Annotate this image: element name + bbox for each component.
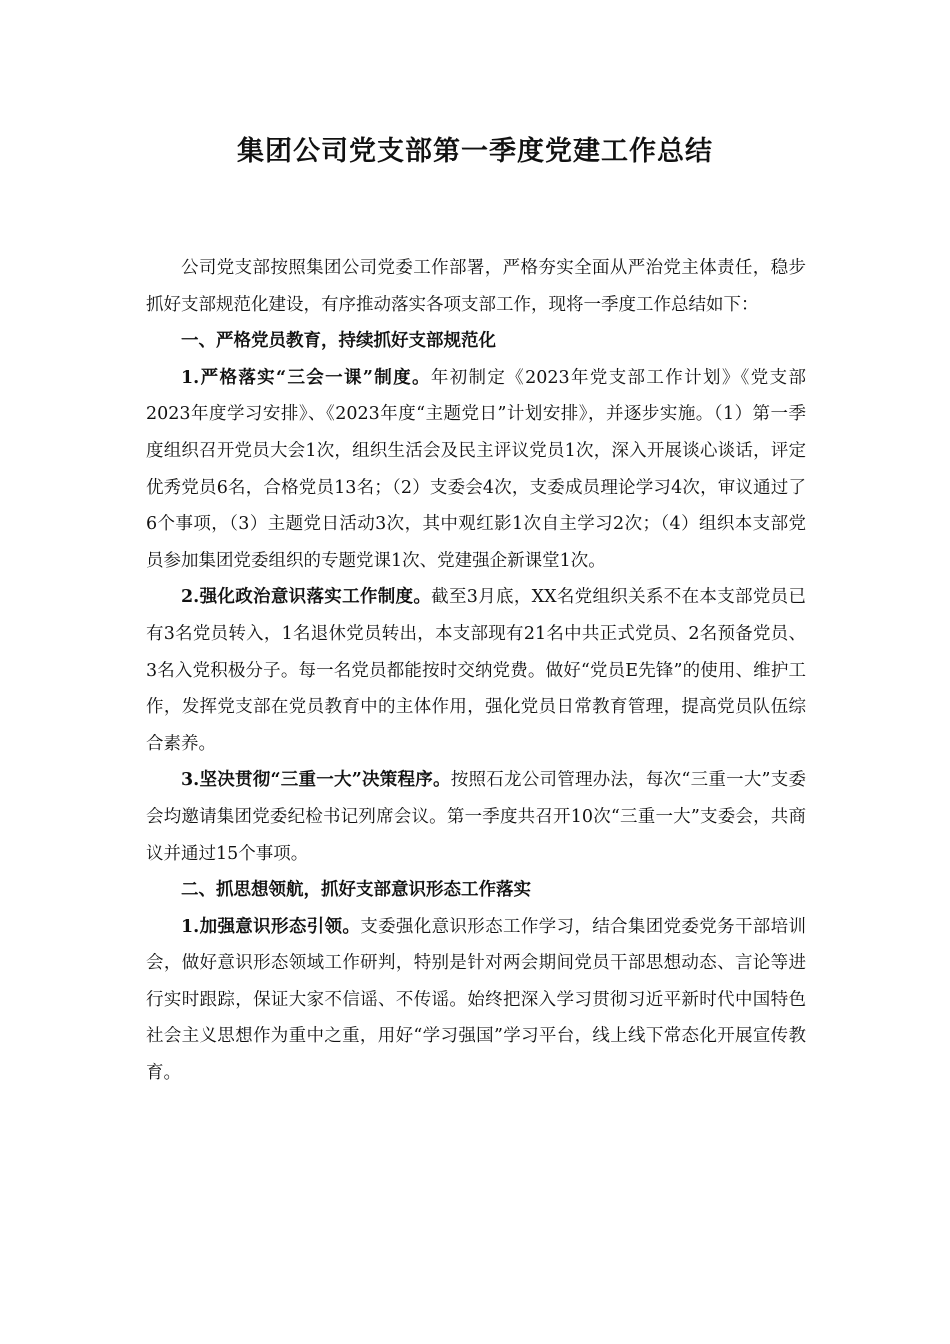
intro-paragraph: 公司党支部按照集团公司党委工作部署，严格夯实全面从严治党主体责任，稳步抓好支部规范化建设，有序推动落实各项支部工作，现将一季度工作总结如下： bbox=[146, 258, 806, 315]
section-2-item-1-lead: 1.加强意识形态引领。 bbox=[181, 916, 361, 937]
section-1-item-2 bbox=[146, 579, 806, 762]
section-1-item-1-lead: 1.严格落实“三会一课”制度。 bbox=[181, 367, 431, 388]
document-body bbox=[146, 250, 806, 1092]
section-1-item-3-text: 按照石龙公司管理办法，每次“三重一大”支委会均邀请集团党委纪检书记列席会议。第一季度共召开10次“三重一大”支委会，共商议并通过15个事项。 bbox=[146, 770, 806, 864]
section-1-item-2-text: 截至3月底，XX名党组织关系不在本支部党员已有3名党员转入，1名退休党员转出，本支部现有21名中共正式党员、2名预备党员、3名入党积极分子。每一名党员都能按时交纳党费。做好“党员E先锋”的使用、维护工作，发挥党支部在党员教育中的主体作用，强化党员日常教育管理，提高党员队伍综合素养。 bbox=[146, 587, 806, 754]
section-1-item-3 bbox=[146, 762, 806, 872]
section-2-item-1-text: 支委强化意识形态工作学习，结合集团党委党务干部培训会，做好意识形态领域工作研判，特别是针对两会期间党员干部思想动态、言论等进行实时跟踪，保证大家不信谣、不传谣。始终把深入学习贯彻习近平新时代中国特色社会主义思想作为重中之重，用好“学习强国”学习平台，线上线下常态化开展宣传教育。 bbox=[146, 916, 806, 1084]
section-1-item-2-lead: 2.强化政治意识落实工作制度。 bbox=[181, 587, 432, 608]
document-title: 集团公司党支部第一季度党建工作总结 bbox=[237, 136, 713, 167]
section-1-item-1-text: 年初制定《2023年党支部工作计划》《党支部2023年度学习安排》、《2023年度“主题党日”计划安排》，并逐步实施。（1）第一季度组织召开党员大会1次，组织生活会及民主评议党员1次，深入开展谈心谈话，评定优秀党员6名，合格党员13名；（2）支委会4次，支委成员理论学习4次，审议通过了6个事项，（3）主题党日活动3次，其中观红影1次自主学习2次；（4）组织本支部党员参加集团党委组织的专题党课1次、党建强企新课堂1次。 bbox=[146, 367, 806, 571]
section-2-item-1 bbox=[146, 909, 806, 1092]
section-1-heading: 一、严格党员教育，持续抓好支部规范化 bbox=[181, 331, 496, 352]
section-2-heading: 二、抓思想领航，抓好支部意识形态工作落实 bbox=[181, 880, 531, 901]
section-1-item-1 bbox=[146, 360, 806, 580]
section-1-item-3-lead: 3.坚决贯彻“三重一大”决策程序。 bbox=[181, 770, 451, 791]
